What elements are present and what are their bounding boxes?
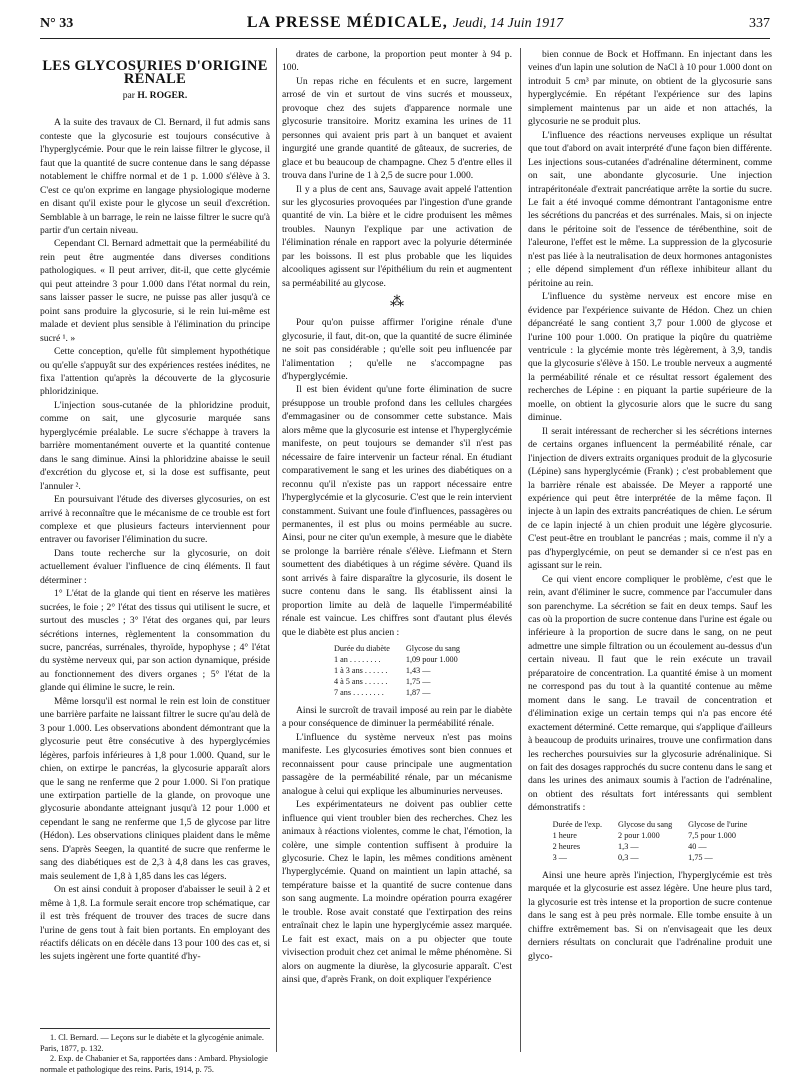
paragraph: Dans toute recherche sur la glycosurie, on doit actuellement évaluer l'influence de cinq éléments. Il faut déterminer : xyxy=(40,547,270,586)
column-3-text-a xyxy=(528,48,772,815)
adrenaline-experiment-table xyxy=(545,819,756,863)
table-header: Glycose du sang xyxy=(618,819,673,829)
column-2-text-c xyxy=(282,704,512,987)
paragraph: Ce qui vient encore compliquer le problème, c'est que le rein, avant d'éliminer le sucre, commence par l'accumuler dans son parenchyme. La sécrétion se fait en deux temps. Sauf les cas où la proportion de sucre contenue dans l'urine est égale ou inférieure à la proportion de sucre dans le sang, on ne peut admettre une simple filtration ou un écoulement au-dessus d'un certain niveau. Il faut que le rein exécute un travail préparatoire de concentration. La quantité émise à un moment ne correspond pas du tout à la quantité contenue au même moment dans le sang. Le travail de concentration et d'élimination exige un certain temps qui n'a pas encore été exactement déterminé. Cette remarque, qui s'applique d'ailleurs à beaucoup de produits urinaires, trouve une confirmation dans les recherches poursuivies sur la glycosurie adrénalinique. Si on fait des dosages rapprochés du sucre contenu dans le sang et dans les urines des animaux soumis à l'action de l'adrénaline, on obtient des résultats fort intéressants qui semblent démonstratifs : xyxy=(528,573,772,814)
footnote: 1. Cl. Bernard. — Leçons sur le diabète et la glycogénie animale. Paris, 1877, p. 132. xyxy=(40,1033,264,1053)
table-cell: 7,5 pour 1.000 xyxy=(688,830,736,840)
paragraph: L'influence du système nerveux est encore mise en évidence par l'expérience suivante de Hédon. Chez un chien dépancréaté le sang contient 3,7 pour 1.000 de glycose et l'urine 100 pour 1.000. On pratique la piqûre du quatrième ventricule : la glycémie monte très légèrement, à 3,9, tandis que la glycosurie s'élève à 150. Le trouble nerveux a augmenté la perméabilité rénale et ce résultat ressort également des recherches de Lépine : en piquant la partie supérieure de la moelle, on obtient la glycosurie alors que le sucre du sang diminue. xyxy=(528,291,772,424)
paragraph: L'injection sous-cutanée de la phloridzine produit, comme on sait, une glycosurie marquée sans hyperglycémie préalable. Le sucre s'échappe à travers la barrière momentanément ouverte et la quantité contenue dans le sang diminue. Ainsi la phloridzine abaisse le seuil d'excrétion du glycose et, si la dose est suffisante, peut l'annuler ². xyxy=(40,399,270,492)
column-3 xyxy=(528,48,772,963)
masthead xyxy=(40,14,770,32)
footnotes xyxy=(40,1028,270,1075)
column-3-text-b xyxy=(528,869,772,963)
article-author xyxy=(40,89,270,102)
table-cell: 3 — xyxy=(552,852,567,862)
table-header: Glycose de l'urine xyxy=(688,819,748,829)
table-cell: 1,3 — xyxy=(618,841,639,851)
column-2-text-b xyxy=(282,316,512,639)
paragraph: Cependant Cl. Bernard admettait que la perméabilité du rein peut être augmentée dans diverses conditions pathologiques. « Il peut arriver, dit-il, que cette glycémie qui peut atteindre 3 pour 1.000 dans l'état normal du rein, sans laisser passer le sucre, ne puisse pas aller jusqu'à ce point sans produire la glycosurie, si le rein lui-même est malade et devient plus sensible à l'élimination du principe sucré ¹. » xyxy=(40,238,270,344)
footnote: 2. Exp. de Chabanier et Sa, rapportées dans : Ambard. Physiologie normale et pathologique des reins. Paris, 1914, p. 75. xyxy=(40,1054,268,1074)
page-header xyxy=(40,10,770,36)
column-divider xyxy=(520,48,521,1052)
table-cell: 1,43 — xyxy=(405,666,431,676)
column-divider xyxy=(276,48,277,1052)
table-cell: 4 à 5 ans . . . . . . xyxy=(333,677,388,687)
table-header: Durée du diabète xyxy=(333,644,390,654)
paragraph: Il serait intéressant de rechercher si les sécrétions internes de certains organes influencent la perméabilité rénale, car l'injection de divers extraits organiques produit de la glycosurie (Lépine) sans hyperglycémie (Frank) ; c'est probablement que la barrière rénale est abaissée. De Meyer a rapporté une expérience qui peut être interprétée de la même façon. Il injecte à un lapin des extraits pancréatiques de chien. Le sérum de ce lapin injecté à un chien produit une légère glycosurie. C'est peut-être en troublant le pancréas ; mais, comme il n'y a pas d'hyperglycémie, on peut se demander si ce n'est pas en agissant sur le rein. xyxy=(528,425,772,572)
paragraph: En poursuivant l'étude des diverses glycosuries, on est arrivé à reconnaître que le mécanisme de ce trouble est fort complexe et que plusieurs facteurs interviennent pour entraver ou favoriser l'élimination du sucre. xyxy=(40,494,270,546)
paragraph: drates de carbone, la proportion peut monter à 94 p. 100. xyxy=(282,49,512,74)
table-cell: 1,75 — xyxy=(405,677,431,687)
paragraph: On est ainsi conduit à proposer d'abaisser le seuil à 2 et même à 1,8. La formule serait encore trop schématique, car il est très fréquent de trouver des traces de sucre dans l'urine de gens tout à fait bien portants. En employant des réactifs délicats on en décèle dans 13 pour 100 des cas et, si les sujets ingèrent une forte quantité d'hy- xyxy=(40,884,270,963)
table-row xyxy=(545,852,756,863)
paragraph: Même lorsqu'il est normal le rein est loin de constituer une barrière parfaite ne laissant filtrer le sucre qu'au delà de 3 pour 1.000. Les observations abondent démontrant que la glycosurie peut être consécutive à des hyperglycémies légères, parfois inférieures à 1,8 pour 1.000. Quand, sur le chien, on extirpe le pancréas, la glycosurie apparaît alors que le sang ne renferme que 2 pour 1.000. Si l'on pratique une extirpation partielle de la glande, on provoque une glycosurie abondante atteignant jusqu'à 12 pour 1.000 et cependant le sang ne renferme que 1,5 de glycose par litre (Hédon). Les observations cliniques plaident dans le même sens. D'après Seegen, la quantité de sucre que renferme le sang des diabétiques est de 2,3 à 4,8 dans les cas graves, mais seulement de 1,8 à 1,85 dans les cas légers. xyxy=(40,695,270,882)
column-2-text-a xyxy=(282,48,512,290)
column-1-text xyxy=(40,116,270,964)
table-cell: 1 an . . . . . . . . xyxy=(333,655,381,665)
table-cell: 40 — xyxy=(688,841,707,851)
column-1 xyxy=(40,52,270,964)
section-separator: ⁂ xyxy=(390,295,404,311)
table-cell: 1,09 pour 1.000 xyxy=(405,655,458,665)
journal-name: LA PRESSE MÉDICALE, xyxy=(246,14,448,31)
paragraph: Cette conception, qu'elle fût simplement hypothétique ou qu'elle s'appuyât sur des expériences restées inédites, ne fixa l'attention qu'après la découverte de la glycosurie phloridzinique. xyxy=(40,346,270,398)
table-cell: 1,87 — xyxy=(405,688,431,698)
paragraph: Les expérimentateurs ne doivent pas oublier cette influence qui vient troubler bien des recherches. Chez les animaux à réactions violentes, comme le chat, l'émotion, la colère, une simple contention suffisent à produire la glycosurie. Chez le lapin, les mêmes conditions amènent l'hyperglycémie. Quand on maintient un lapin attaché, sa température baisse et la quantité de sucre contenue dans son sang augmente. La moindre opération pourra exagérer le trouble. Rose avait constaté que l'extirpation des reins entraînait chez le lapin une hyperglycémie assez marquée. Le fait est exact, mais on a pu objecter que toute vivisection produit chez cet animal le même phénomène. Si alors on augmente la diurèse, la glycosurie apparaît. C'est ainsi que, d'après Frank, on doit expliquer l'expérience xyxy=(282,799,512,986)
issue-number: N° 33 xyxy=(40,16,74,31)
author-prefix: par xyxy=(122,89,135,101)
table-row xyxy=(545,841,756,852)
paragraph: Il y a plus de cent ans, Sauvage avait appelé l'attention sur les glycosuries provoquées par l'ingestion d'une grande quantité de vin. La bière et le cidre produisent les mêmes troubles. Naunyn l'explique par une activation de l'élimination rénale en rapport avec la polyurie déterminée par les boissons. Il est plus probable que les liquides alcooliques agissent sur l'épithélium du rein et augmentent sa perméabilité au glycose. xyxy=(282,183,512,289)
paragraph: 1° L'état de la glande qui tient en réserve les matières sucrées, le foie ; 2° l'état des tissus qui utilisent le sucre, et surtout des muscles ; 3° l'état des organes qui, par leurs sécrétions internes, règlementent la consommation du sucre, pancréas, surrénales, thyroïde, hypophyse ; 4° l'état du système nerveux qui, par son action dynamique, préside au fonctionnement des divers organes ; 5° l'état de la glande qui élimine le sucre, le rein. xyxy=(40,588,270,694)
author-name: H. ROGER. xyxy=(137,89,188,101)
table-row xyxy=(545,830,756,841)
paragraph: Pour qu'on puisse affirmer l'origine rénale d'une glycosurie, il faut, dit-on, que la quantité de sucre éliminée ne soit pas considérable ; qu'elle soit peu influencée par l'alimentation ; qu'elle ne s'accompagne pas d'hyperglycémie. xyxy=(282,317,512,382)
table-cell: 0,3 — xyxy=(618,852,639,862)
article-title: LES GLYCOSURIES D'ORIGINE RÉNALE xyxy=(42,58,268,88)
diabetes-duration-table xyxy=(326,643,468,698)
table-cell: 1,75 — xyxy=(688,852,713,862)
table-cell: 2 pour 1.000 xyxy=(618,830,660,840)
paragraph: Un repas riche en féculents et en sucre, largement arrosé de vin et surtout de vins sucrés et mousseux, provoque chez des sujets d'apparence normale une glycosurie transitoire. Moritz examina les urines de 11 personnes qui avaient pris part à un banquet et avaient ingurgité une grande quantité de gâteaux, de sucreries, de glace et bu beaucoup de champagne. Chez 5 d'entre elles il trouva dans l'urine de 1 à 2,5 de sucre pour 1.000. xyxy=(282,75,512,182)
table-row xyxy=(326,687,468,698)
paragraph: Ainsi une heure après l'injection, l'hyperglycémie est très marquée et la glycosurie est assez légère. Une heure plus tard, la glycosurie est très intense et la proportion de sucre contenue dans le sang est à peu près normale. Elle tombe ensuite à un chiffre extrêmement bas. Si on n'envisageait que les deux derniers résultats on conclurait que l'adrénaline produit une glyco- xyxy=(528,869,772,962)
table-cell: 1 heure xyxy=(552,830,577,840)
header-rule xyxy=(40,38,770,39)
table-header: Durée de l'exp. xyxy=(552,819,603,829)
paragraph: Il est bien évident qu'une forte élimination de sucre présuppose un trouble profond dans les cellules chargées d'emmagasiner ou de consommer cette substance. Mais alors même que la glycosurie est intense et l'hyperglycémie manifeste, on peut toujours se demander s'il n'est pas nécessaire de faire intervenir un facteur rénal. En étudiant comparativement le sang et les urines des diabétiques on a reconnu qu'il n'existe pas un rapport nécessaire entre l'hyperglycémie et la glycosurie. C'est que le rein intervient constamment. Suivant une foule d'influences, passagères ou permanentes, il est plus ou moins perméable au sucre. Ainsi, pour ne citer qu'un exemple, à mesure que le diabète se prolonge la barrière rénale s'élève. Liefmann et Stern soumettent des diabétiques à un régime sévère. Quand ils sont arrivés à faire disparaître la glycosurie, ils dosent le sucre contenu dans le sang. Ils établissent ainsi la proportion limite au delà de laquelle l'imperméabilité rénale est vaincue. Les chiffres sont d'autant plus élevés que le diabète est plus ancien : xyxy=(282,384,512,638)
paragraph: L'influence des réactions nerveuses explique un résultat que tout d'abord on avait interprété d'une façon bien différente. Les injections sous-cutanées d'adrénaline déterminent, comme on sait, une abondante glycosurie. Une injection intrapéritonéale d'extrait pancréatique arrête la sortie du sucre. Le fait a été invoqué comme démontrant l'antagonisme entre les sécrétions du pancréas et des surrénales. Mais, si on injecte dans le péritoine soit de l'essence de térébenthine, soit de l'aleurone, l'effet est le même. La suppression de la glycosurie n'est pas liée à la neutralisation de deux hormones antagonistes ; elle dépend simplement d'un réflexe inhibiteur allant du péritoine au rein. xyxy=(528,129,772,289)
column-2 xyxy=(282,48,512,987)
issue-date: Jeudi, 14 Juin 1917 xyxy=(452,16,564,31)
page-number: 337 xyxy=(749,16,770,31)
table-cell: 2 heures xyxy=(552,841,581,851)
paragraph: Ainsi le surcroît de travail imposé au rein par le diabète a pour conséquence de diminuer la perméabilité rénale. xyxy=(282,705,512,730)
table-row xyxy=(326,665,468,676)
table-cell: 7 ans . . . . . . . . xyxy=(333,688,384,698)
table-row xyxy=(326,676,468,687)
paragraph: bien connue de Bock et Hoffmann. En injectant dans les veines d'un lapin une solution de NaCl à 10 pour 1.000 dont on introduit 5 cm³ par minute, on obtient de la glycosurie sans hyperglycémie. En répétant l'expérience sur des lapins simplement maintenus par un aide et non attachés, la glycosurie ne se produit plus. xyxy=(528,49,772,128)
paragraph: L'influence du système nerveux n'est pas moins manifeste. Les glycosuries émotives sont bien connues et reconnaissent pour cause principale une augmentation passagère de la perméabilité rénale, par un mécanisme analogue à celui qui explique les albuminuries nerveuses. xyxy=(282,731,512,797)
table-header: Glycose du sang xyxy=(405,644,461,654)
paragraph: A la suite des travaux de Cl. Bernard, il fut admis sans conteste que la glycosurie est toujours consécutive à l'hyperglycémie. Pour que le rein laisse filtrer le glycose, il faut que la quantité de sucre contenue dans le sang dépasse notablement le chiffre normal et de 1 p. 1.000 s'élève à 3. C'est ce qu'on exprime en langage physiologique moderne en disant qu'il existe pour le glycose un seuil d'excrétion. Semblable à un barrage, le rein ne laisse filtrer le sucre qu'à partir d'un certain niveau. xyxy=(40,117,270,236)
table-row xyxy=(326,654,468,665)
table-cell: 1 à 3 ans . . . . . . xyxy=(333,666,388,676)
